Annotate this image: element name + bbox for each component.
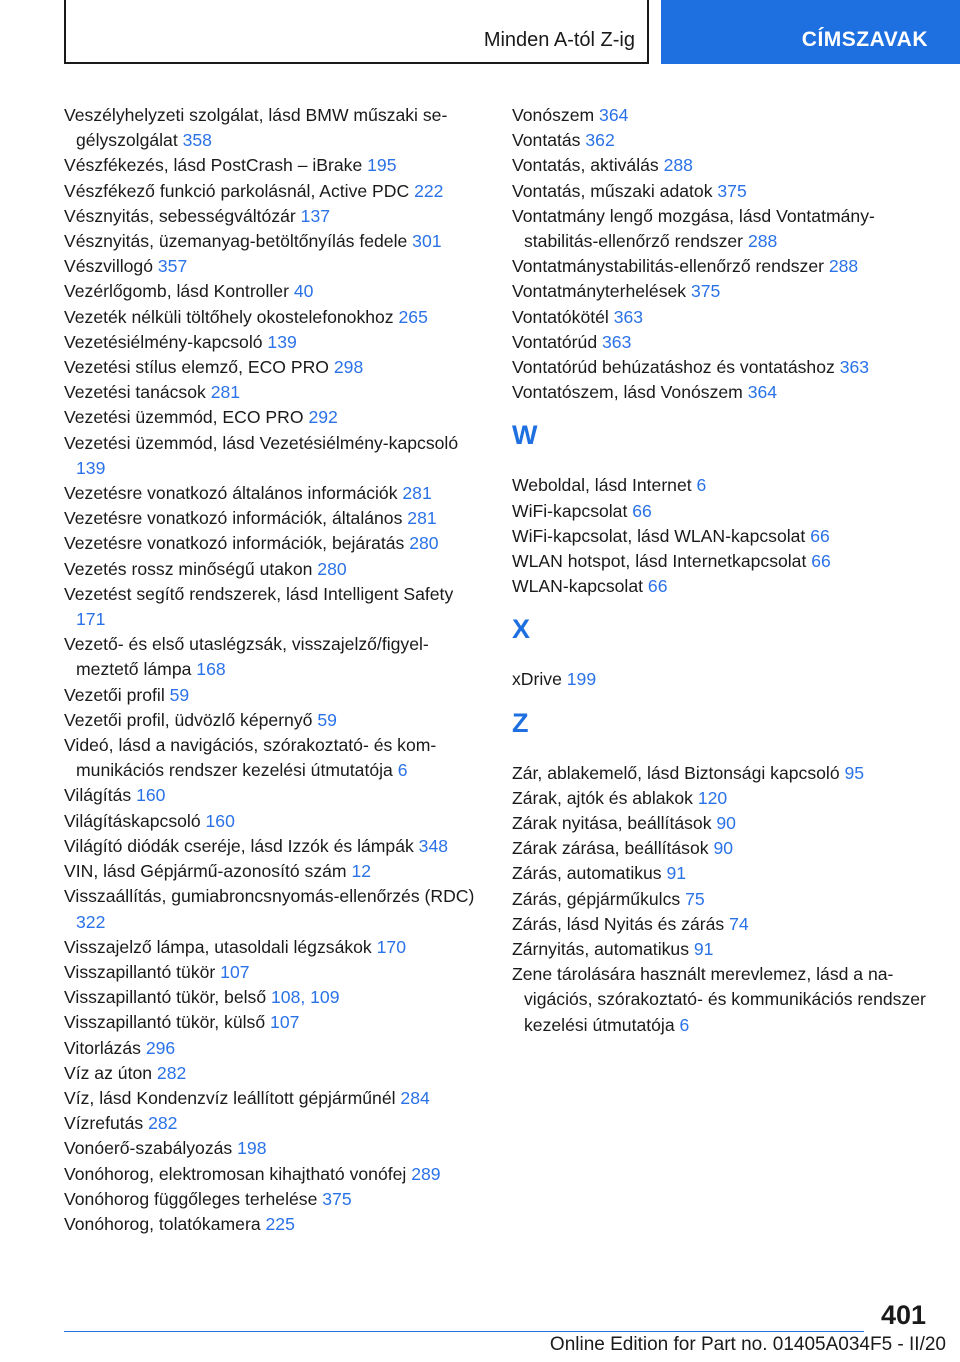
- index-term: Vontatószem, lásd Vonószem: [512, 382, 748, 403]
- index-entry: [64, 733, 480, 783]
- index-entry: [512, 355, 932, 380]
- index-entry: [64, 985, 480, 1010]
- index-entry: [64, 1162, 480, 1187]
- page-reference-link[interactable]: 298: [333, 357, 364, 378]
- index-entry: [64, 1212, 480, 1237]
- index-term: Vezető- és első utaslégzsák, visszajelző/figyelmeztető lámpa: [64, 634, 429, 680]
- page-reference-link[interactable]: 168: [196, 659, 226, 680]
- page-reference-link[interactable]: 363: [613, 306, 644, 327]
- index-entry: [512, 380, 932, 405]
- page-reference-link[interactable]: 265: [398, 306, 428, 327]
- index-entry: [512, 912, 932, 937]
- index-entry: [512, 473, 932, 498]
- page-reference-link[interactable]: 288: [747, 231, 778, 252]
- page-reference-link[interactable]: 74: [729, 913, 749, 934]
- index-term: Videó, lásd a navigációs, szórakoztató- és kommunikációs rendszer kezelési útmutatója: [64, 735, 437, 781]
- index-term: WLAN-kapcsolat: [512, 576, 648, 597]
- index-term: Veszélyhelyzeti szolgálat, lásd BMW műszaki segélyszolgálat: [64, 105, 448, 151]
- page-reference-link[interactable]: 281: [210, 382, 241, 403]
- index-entry: [512, 887, 932, 912]
- index-entry: [64, 103, 480, 153]
- index-entry: [64, 1187, 480, 1212]
- page-reference-link[interactable]: 375: [690, 281, 721, 302]
- page-reference-link[interactable]: 75: [685, 888, 705, 909]
- section-title: CÍMSZAVAK: [801, 28, 928, 51]
- page-reference-link[interactable]: 364: [599, 105, 629, 125]
- index-term: Vontatás, műszaki adatok: [512, 180, 718, 201]
- index-term: Vezeték nélküli töltőhely okostelefonokhoz: [64, 306, 399, 327]
- index-column-right: [512, 103, 932, 1038]
- page-reference-link[interactable]: 66: [810, 525, 830, 546]
- page-reference-link[interactable]: 90: [716, 813, 736, 834]
- index-entry: [64, 809, 480, 834]
- index-term: Zárak, ajtók és ablakok: [512, 787, 698, 808]
- index-entry: [64, 1086, 480, 1111]
- page-reference-link[interactable]: 160: [136, 785, 166, 806]
- index-entry: [64, 204, 480, 229]
- page-reference-link[interactable]: 281: [402, 483, 432, 504]
- index-entry: [64, 506, 480, 531]
- page-reference-link[interactable]: 225: [265, 1213, 295, 1234]
- index-entry: [64, 1136, 480, 1161]
- index-entry: [512, 179, 932, 204]
- page-reference-link[interactable]: 6: [696, 475, 707, 496]
- index-term: Weboldal, lásd Internet: [512, 475, 697, 496]
- page-reference-link[interactable]: 284: [400, 1087, 430, 1108]
- index-term: Zene tárolására használt merevlemez, lásd a navigációs, szórakoztató- és kommunikációs rendszer kezelési útmutatója: [512, 964, 926, 1035]
- index-term: Visszapillantó tükör, külső: [64, 1012, 271, 1033]
- page-reference-link[interactable]: 107: [270, 1012, 300, 1033]
- page-reference-link[interactable]: 6: [397, 760, 408, 781]
- index-column-left: [64, 103, 480, 1237]
- index-entry: [64, 783, 480, 808]
- index-entry: [512, 103, 932, 128]
- index-entry: [64, 481, 480, 506]
- index-term: Vontatmánystabilitás-ellenőrző rendszer: [512, 256, 829, 277]
- page-reference-link[interactable]: 120: [697, 787, 728, 808]
- index-term: WLAN hotspot, lásd Internetkapcsolat: [512, 551, 812, 572]
- index-entry: [512, 761, 932, 786]
- index-term: Vezetésre vonatkozó információk, általános: [64, 508, 408, 529]
- page-reference-link[interactable]: 375: [717, 180, 747, 201]
- page-reference-link[interactable]: 280: [409, 533, 439, 554]
- index-term: Vonóhorog, elektromosan kihajtható vonófej: [64, 1163, 412, 1184]
- page-reference-link[interactable]: 170: [376, 936, 406, 957]
- page-reference-link[interactable]: 90: [713, 838, 734, 859]
- page-reference-link[interactable]: 288: [663, 155, 693, 176]
- index-entry: [64, 431, 480, 481]
- index-term: Vezetési stílus elemző, ECO PRO: [64, 357, 334, 378]
- index-term: Vezetési üzemmód, ECO PRO: [64, 407, 309, 428]
- index-entry: [64, 960, 480, 985]
- index-list: [512, 473, 932, 599]
- index-term: Vontatmányterhelések: [512, 281, 691, 302]
- index-term: Vésznyitás, üzemanyag-betöltőnyílás fedele: [64, 231, 413, 252]
- index-entry: [512, 204, 932, 254]
- index-term: Visszaállítás, gumiabroncsnyomás-ellenőrzés (RDC): [64, 886, 475, 907]
- index-term: Vészvillogó: [64, 256, 158, 277]
- page-reference-link[interactable]: 198: [237, 1138, 267, 1159]
- index-entry: [512, 786, 932, 811]
- index-entry: [64, 632, 480, 682]
- index-entry: [64, 683, 480, 708]
- index-term: Visszapillantó tükör: [64, 961, 221, 982]
- index-entry: [512, 279, 932, 304]
- footer-edition: Online Edition for Part no. 01405A034F5 - II/20: [549, 1334, 946, 1355]
- page-reference-link[interactable]: 137: [300, 205, 331, 226]
- letter-heading-x: X: [512, 614, 531, 645]
- index-entry: [512, 153, 932, 178]
- page-reference-link[interactable]: 348: [418, 835, 449, 856]
- index-entry: [512, 574, 932, 599]
- index-entry: [512, 937, 932, 962]
- index-term: Zárnyitás, automatikus: [512, 939, 694, 960]
- index-entry: [64, 179, 480, 204]
- index-term: Vezetést segítő rendszerek, lásd Intelligent Safety: [64, 583, 454, 604]
- page-reference-link[interactable]: 222: [414, 180, 444, 201]
- index-term: Vontatókötél: [512, 306, 614, 327]
- footer-divider: [64, 1331, 864, 1332]
- section-tab: [661, 0, 960, 64]
- page-reference-link[interactable]: 40: [293, 281, 314, 302]
- index-term: Visszajelző lámpa, utasoldali légzsákok: [64, 936, 377, 957]
- index-term: Vezetési tanácsok: [64, 382, 211, 403]
- page-reference-link[interactable]: 289: [411, 1163, 441, 1184]
- page-reference-link[interactable]: 199: [566, 669, 597, 690]
- letter-heading-z: Z: [512, 707, 529, 738]
- index-term: Vonóhorog függőleges terhelése: [64, 1188, 323, 1209]
- page-reference-link[interactable]: 362: [585, 130, 615, 151]
- index-entry: [512, 524, 932, 549]
- index-entry: [64, 305, 480, 330]
- index-term: Vészfékezés, lásd PostCrash – iBrake: [64, 155, 368, 176]
- page-reference-link[interactable]: 139: [267, 331, 297, 352]
- page-reference-link[interactable]: 296: [145, 1037, 176, 1058]
- index-entry: [512, 330, 932, 355]
- index-term: Vontatás: [512, 130, 586, 151]
- index-term: Zárak nyitása, beállítások: [512, 813, 717, 834]
- index-term: Víz, lásd Kondenzvíz leállított gépjárműnél: [64, 1087, 401, 1108]
- page-reference-link[interactable]: 95: [844, 762, 865, 783]
- page-reference-link[interactable]: 107: [220, 961, 250, 982]
- page-reference-link[interactable]: 12: [351, 861, 372, 882]
- index-term: Vonószem: [512, 105, 600, 125]
- page-reference-link[interactable]: 282: [148, 1113, 178, 1134]
- index-entry: [512, 128, 932, 153]
- page-reference-link[interactable]: 139: [76, 457, 106, 478]
- page-reference-link[interactable]: 363: [839, 357, 870, 378]
- page-number: 401: [880, 1300, 926, 1330]
- page-reference-link[interactable]: 280: [317, 558, 347, 579]
- index-term: Vezetői profil, üdvözlő képernyő: [64, 709, 318, 730]
- index-term: xDrive: [512, 669, 567, 690]
- page-reference-link[interactable]: 59: [169, 684, 190, 705]
- index-entry: [512, 861, 932, 886]
- index-term: Zár, ablakemelő, lásd Biztonsági kapcsoló: [512, 762, 845, 783]
- index-entry: [64, 557, 480, 582]
- index-term: Vitorlázás: [64, 1037, 146, 1058]
- index-entry: [64, 708, 480, 733]
- index-term: Visszapillantó tükör, belső: [64, 987, 272, 1008]
- page-reference-link[interactable]: 375: [322, 1188, 352, 1209]
- index-term: Világító diódák cseréje, lásd Izzók és lámpák: [64, 835, 419, 856]
- index-term: Víz az úton: [64, 1062, 157, 1083]
- index-entry: [64, 1036, 480, 1061]
- index-entry: [64, 1010, 480, 1035]
- index-entry: [512, 811, 932, 836]
- index-entry: [64, 254, 480, 279]
- index-entry: [512, 305, 932, 330]
- index-term: Vezetésiélmény-kapcsoló: [64, 331, 268, 352]
- page-reference-link[interactable]: 322: [76, 911, 106, 932]
- index-term: Vezetés rossz minőségű utakon: [64, 558, 318, 579]
- page-reference-link[interactable]: 66: [632, 500, 652, 521]
- index-term: Zárás, lásd Nyitás és zárás: [512, 913, 730, 934]
- page-reference-link[interactable]: 108, 109: [271, 987, 340, 1008]
- page-reference-link[interactable]: 195: [367, 155, 397, 176]
- index-entry: [64, 279, 480, 304]
- index-entry: [64, 153, 480, 178]
- index-term: Vésznyitás, sebességváltózár: [64, 205, 301, 226]
- index-term: Vonóerő-szabályozás: [64, 1138, 238, 1159]
- index-entry: [512, 499, 932, 524]
- page-reference-link[interactable]: 59: [317, 709, 337, 730]
- index-entry: [64, 355, 480, 380]
- index-entry: [64, 834, 480, 859]
- index-term: Világításkapcsoló: [64, 810, 206, 831]
- index-term: WiFi-kapcsolat, lásd WLAN-kapcsolat: [512, 525, 811, 546]
- index-term: Vezetési üzemmód, lásd Vezetésiélmény-kapcsoló: [64, 432, 459, 453]
- index-term: Vontatórúd behúzatáshoz és vontatáshoz: [512, 357, 840, 378]
- page-reference-link[interactable]: 91: [693, 939, 714, 960]
- index-term: Zárás, gépjárműkulcs: [512, 888, 686, 909]
- page-reference-link[interactable]: 171: [76, 609, 106, 630]
- index-list: [512, 761, 932, 1038]
- index-entry: [512, 667, 932, 692]
- index-term: Vezetésre vonatkozó információk, bejáratás: [64, 533, 410, 554]
- index-term: Vonóhorog, tolatókamera: [64, 1213, 266, 1234]
- page-reference-link[interactable]: 292: [308, 407, 338, 428]
- index-term: Vontatás, aktiválás: [512, 155, 664, 176]
- page-reference-link[interactable]: 357: [157, 256, 188, 277]
- page-reference-link[interactable]: 66: [811, 551, 831, 572]
- page-reference-link[interactable]: 281: [407, 508, 437, 529]
- index-term: Vízrefutás: [64, 1113, 149, 1134]
- chapter-header: [64, 0, 649, 64]
- page-reference-link[interactable]: 91: [666, 863, 687, 884]
- letter-heading-w: W: [512, 420, 538, 451]
- index-term: VIN, lásd Gépjármű-azonosító szám: [64, 861, 352, 882]
- index-entry: [64, 1061, 480, 1086]
- index-entry: [64, 859, 480, 884]
- index-term: Vontatórúd: [512, 331, 602, 352]
- index-entry: [64, 405, 480, 430]
- index-entry: [64, 380, 480, 405]
- page-reference-link[interactable]: 301: [412, 231, 442, 252]
- index-list: [512, 103, 932, 405]
- page-reference-link[interactable]: 282: [156, 1062, 187, 1083]
- index-entry: [64, 582, 480, 632]
- index-entry: [512, 549, 932, 574]
- index-term: Világítás: [64, 785, 137, 806]
- index-term: Vészfékező funkció parkolásnál, Active PDC: [64, 180, 415, 201]
- index-term: Zárak zárása, beállítások: [512, 838, 714, 859]
- index-term: WiFi-kapcsolat: [512, 500, 633, 521]
- index-term: Vezérlőgomb, lásd Kontroller: [64, 281, 294, 302]
- index-entry: [64, 935, 480, 960]
- index-entry: [64, 229, 480, 254]
- index-term: Vezetésre vonatkozó általános információk: [64, 483, 403, 504]
- index-entry: [512, 836, 932, 861]
- index-entry: [64, 1111, 480, 1136]
- index-entry: [512, 962, 932, 1038]
- page-reference-link[interactable]: 6: [679, 1014, 690, 1035]
- page-reference-link[interactable]: 358: [182, 130, 212, 151]
- page-reference-link[interactable]: 160: [205, 810, 235, 831]
- page-reference-link[interactable]: 288: [828, 256, 859, 277]
- index-list: [64, 103, 480, 1237]
- page-reference-link[interactable]: 363: [602, 331, 632, 352]
- page-reference-link[interactable]: 66: [647, 576, 668, 597]
- index-entry: [64, 330, 480, 355]
- index-term: Zárás, automatikus: [512, 863, 667, 884]
- index-entry: [64, 884, 480, 934]
- page-reference-link[interactable]: 364: [747, 382, 778, 403]
- index-term: Vezetői profil: [64, 684, 170, 705]
- index-term: Vontatmány lengő mozgása, lásd Vontatmánystabilitás-ellenőrző rendszer: [512, 205, 875, 252]
- index-entry: [512, 254, 932, 279]
- index-list: [512, 667, 932, 692]
- index-entry: [64, 531, 480, 556]
- chapter-title: Minden A-tól Z-ig: [483, 29, 635, 51]
